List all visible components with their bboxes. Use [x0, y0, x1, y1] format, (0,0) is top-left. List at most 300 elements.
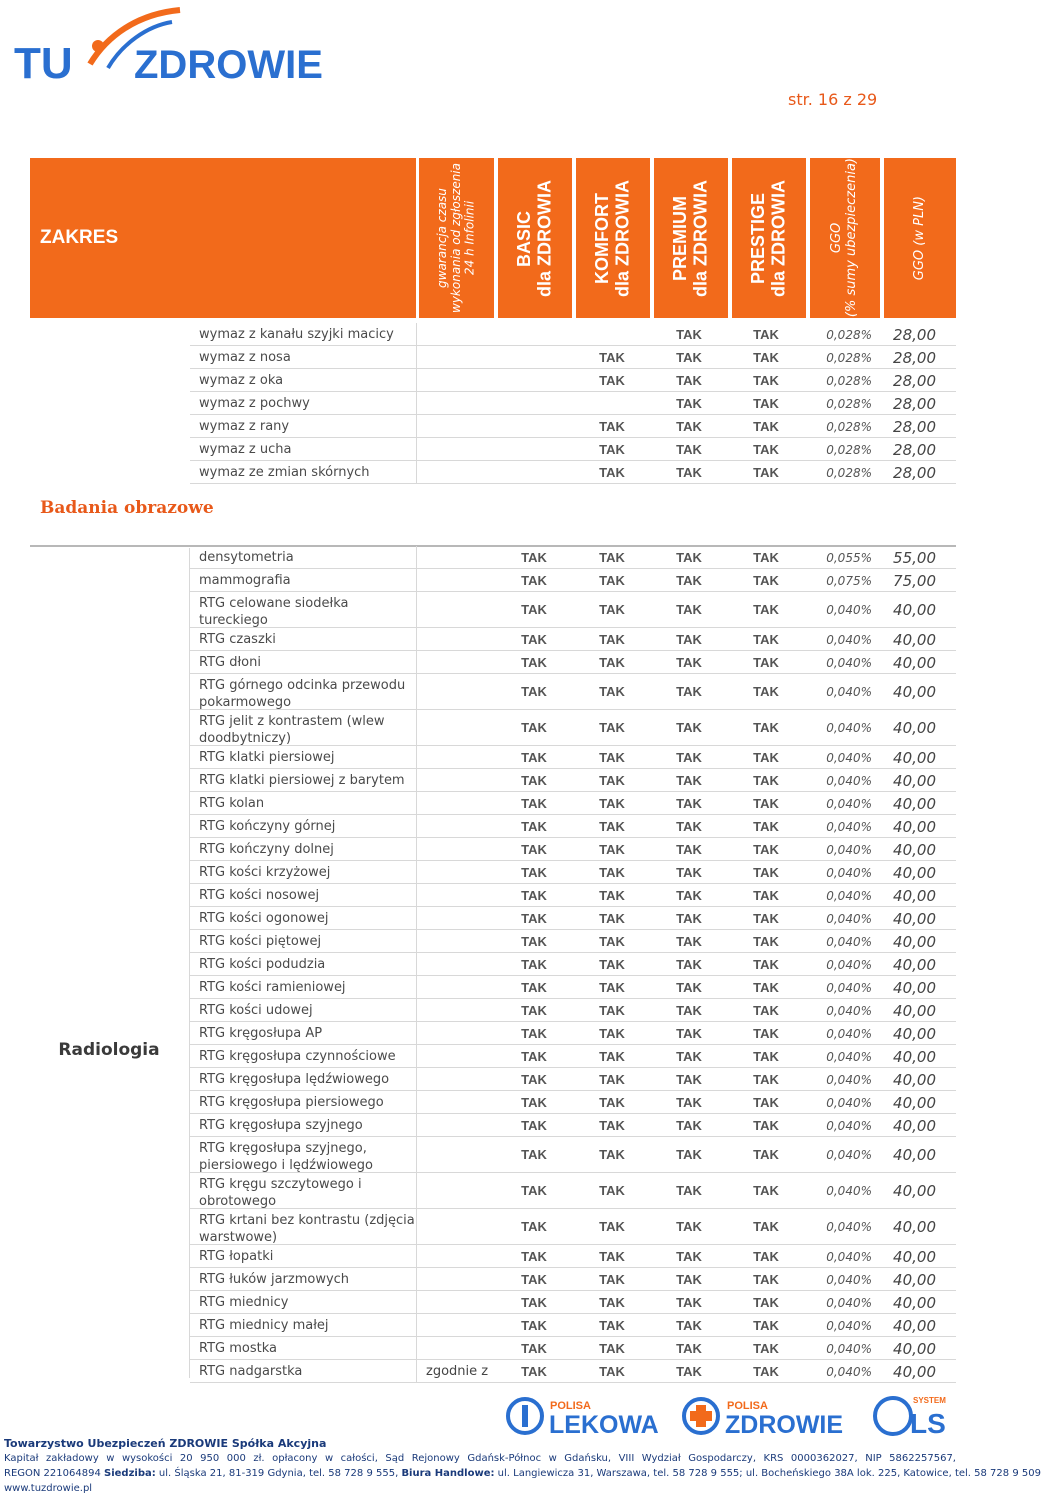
tak-premium: TAK: [676, 773, 702, 788]
tak-prestige: TAK: [753, 396, 779, 411]
tak-prestige: TAK: [753, 573, 779, 588]
tak-basic: TAK: [521, 655, 547, 670]
tak-komfort: TAK: [599, 1049, 625, 1064]
row-name: RTG krtani bez kontrastu (zdjęcia warstwowe): [199, 1213, 415, 1245]
table-row: [190, 1360, 956, 1383]
ggo-pln: 40,00: [893, 654, 936, 672]
ggo-percent: 0,040%: [826, 685, 872, 699]
ggo-percent: 0,040%: [826, 774, 872, 788]
page-number: str. 16 z 29: [788, 90, 878, 109]
tak-prestige: TAK: [753, 465, 779, 480]
ggo-pln: 40,00: [893, 1271, 936, 1289]
ggo-pln: 40,00: [893, 841, 936, 859]
ggo-pln: 40,00: [893, 910, 936, 928]
ggo-percent: 0,028%: [826, 328, 872, 342]
ggo-pln: 40,00: [893, 601, 936, 619]
tak-premium: TAK: [676, 350, 702, 365]
tak-prestige: TAK: [753, 1095, 779, 1110]
table-row: [190, 323, 956, 346]
ggo-percent: 0,040%: [826, 751, 872, 765]
tak-basic: TAK: [521, 842, 547, 857]
ggo-percent: 0,040%: [826, 1119, 872, 1133]
row-name: mammografia: [199, 573, 291, 588]
ggo-pln: 40,00: [893, 887, 936, 905]
ggo-pln: 28,00: [893, 326, 936, 344]
table-row: [190, 1068, 956, 1091]
ggo-pln: 55,00: [893, 549, 936, 567]
tak-komfort: TAK: [599, 419, 625, 434]
row-divider: [416, 1360, 417, 1382]
ggo-percent: 0,040%: [826, 1365, 872, 1379]
header-gwarancja: gwarancja czasu wykonania od zgłoszenia 24 h Infolinii: [419, 158, 494, 318]
table-row: [190, 930, 956, 953]
tak-prestige: TAK: [753, 1118, 779, 1133]
tak-basic: TAK: [521, 573, 547, 588]
footer-url[interactable]: www.tuzdrowie.pl: [4, 1483, 93, 1494]
tak-premium: TAK: [676, 465, 702, 480]
tak-komfort: TAK: [599, 442, 625, 457]
ggo-pln: 28,00: [893, 349, 936, 367]
polisa-zdrowie-logo: [684, 1399, 843, 1439]
row-name: wymaz z kanału szyjki macicy: [199, 327, 394, 342]
tak-basic: TAK: [521, 1147, 547, 1162]
ggo-percent: 0,040%: [826, 1319, 872, 1333]
tak-premium: TAK: [676, 980, 702, 995]
row-divider: [416, 884, 417, 906]
tak-basic: TAK: [521, 550, 547, 565]
row-name: RTG czaszki: [199, 632, 276, 647]
row-divider: [416, 651, 417, 673]
tak-komfort: TAK: [599, 888, 625, 903]
tak-komfort: TAK: [599, 911, 625, 926]
tak-basic: TAK: [521, 1249, 547, 1264]
tak-basic: TAK: [521, 684, 547, 699]
tak-premium: TAK: [676, 550, 702, 565]
table-row: [190, 346, 956, 369]
row-name: RTG kości krzyżowej: [199, 865, 331, 880]
row-divider: [416, 415, 417, 437]
tak-komfort: TAK: [599, 1295, 625, 1310]
section-title: Badania obrazowe: [40, 498, 214, 518]
row-divider: [416, 999, 417, 1021]
table-row: [190, 628, 956, 651]
row-divider: [416, 1068, 417, 1090]
ggo-pln: 28,00: [893, 418, 936, 436]
row-divider: [416, 1022, 417, 1044]
row-name: RTG kręgosłupa szyjnego, piersiowego i lędźwiowego: [199, 1141, 373, 1173]
tak-komfort: TAK: [599, 1118, 625, 1133]
ggo-percent: 0,040%: [826, 935, 872, 949]
tak-prestige: TAK: [753, 442, 779, 457]
tak-komfort: TAK: [599, 573, 625, 588]
tak-premium: TAK: [676, 1272, 702, 1287]
tak-basic: TAK: [521, 1295, 547, 1310]
ggo-pln: 40,00: [893, 933, 936, 951]
tak-premium: TAK: [676, 865, 702, 880]
tak-prestige: TAK: [753, 684, 779, 699]
ggo-pln: 40,00: [893, 1025, 936, 1043]
tak-basic: TAK: [521, 796, 547, 811]
tak-prestige: TAK: [753, 1147, 779, 1162]
tak-prestige: TAK: [753, 1072, 779, 1087]
tak-komfort: TAK: [599, 796, 625, 811]
tak-premium: TAK: [676, 1318, 702, 1333]
tak-basic: TAK: [521, 1118, 547, 1133]
tak-komfort: TAK: [599, 773, 625, 788]
tak-premium: TAK: [676, 442, 702, 457]
svg-text:LS: LS: [910, 1408, 946, 1439]
tak-komfort: TAK: [599, 350, 625, 365]
tak-prestige: TAK: [753, 1318, 779, 1333]
row-divider: [416, 1091, 417, 1113]
row-name: RTG łopatki: [199, 1249, 274, 1264]
tak-premium: TAK: [676, 684, 702, 699]
ggo-pln: 40,00: [893, 1248, 936, 1266]
footer-company: Towarzystwo Ubezpieczeń ZDROWIE Spółka Akcyjna: [4, 1437, 327, 1450]
tak-basic: TAK: [521, 602, 547, 617]
row-name: RTG górnego odcinka przewodu pokarmowego: [199, 678, 406, 710]
table-row: [190, 999, 956, 1022]
tak-komfort: TAK: [599, 632, 625, 647]
row-divider: [416, 1114, 417, 1136]
row-name: RTG klatki piersiowej: [199, 750, 335, 765]
ggo-percent: 0,028%: [826, 397, 872, 411]
ggo-percent: 0,040%: [826, 1148, 872, 1162]
tak-komfort: TAK: [599, 550, 625, 565]
tak-prestige: TAK: [753, 1219, 779, 1234]
row-divider: [416, 674, 417, 709]
tak-komfort: TAK: [599, 1249, 625, 1264]
tak-prestige: TAK: [753, 632, 779, 647]
tak-prestige: TAK: [753, 980, 779, 995]
tak-prestige: TAK: [753, 1003, 779, 1018]
ggo-pln: 40,00: [893, 1218, 936, 1236]
ggo-percent: 0,040%: [826, 1004, 872, 1018]
tak-komfort: TAK: [599, 1318, 625, 1333]
ggo-pln: 40,00: [893, 1002, 936, 1020]
tak-komfort: TAK: [599, 1183, 625, 1198]
table-row: [190, 651, 956, 674]
table-row: [190, 1314, 956, 1337]
table-row: [190, 1022, 956, 1045]
ggo-percent: 0,040%: [826, 1027, 872, 1041]
tak-prestige: TAK: [753, 655, 779, 670]
tak-prestige: TAK: [753, 1364, 779, 1379]
tak-premium: TAK: [676, 373, 702, 388]
ggo-pln: 28,00: [893, 372, 936, 390]
ggo-percent: 0,028%: [826, 420, 872, 434]
tak-basic: TAK: [521, 1183, 547, 1198]
row-divider: [416, 1209, 417, 1244]
row-name: RTG nadgarstka: [199, 1364, 303, 1379]
tak-premium: TAK: [676, 327, 702, 342]
tak-prestige: TAK: [753, 1295, 779, 1310]
ggo-pln: 28,00: [893, 464, 936, 482]
table-row: [190, 569, 956, 592]
tak-basic: TAK: [521, 720, 547, 735]
row-name: RTG kości udowej: [199, 1003, 313, 1018]
table-row: [190, 461, 956, 484]
row-divider: [416, 569, 417, 591]
footer-line-2: REGON 221064894 Siedziba: ul. Śląska 21, 81-319 Gdynia, tel. 58 728 9 555, Biura Handlowe: ul. Langiewicza 31, Warszawa, tel. 58 728 9 555; ul. Bocheńskiego 38A lok. 225, Katowice, tel. 58 728 9 509: [4, 1468, 1041, 1479]
table-row: [190, 1245, 956, 1268]
row-name: RTG kości ogonowej: [199, 911, 329, 926]
header-ggo-pln: GGO (w PLN): [884, 158, 956, 318]
footer-logos: [505, 1393, 955, 1439]
table-row: [190, 1337, 956, 1360]
table-row: [190, 710, 956, 746]
header-premium: PREMIUM dla ZDROWIA: [654, 158, 728, 318]
tak-prestige: TAK: [753, 1272, 779, 1287]
table-row: [190, 438, 956, 461]
tak-prestige: TAK: [753, 773, 779, 788]
ggo-percent: 0,040%: [826, 1250, 872, 1264]
tak-prestige: TAK: [753, 1026, 779, 1041]
tak-premium: TAK: [676, 1072, 702, 1087]
table-row: [190, 392, 956, 415]
row-divider: [416, 438, 417, 460]
tak-prestige: TAK: [753, 550, 779, 565]
ggo-pln: 40,00: [893, 1294, 936, 1312]
table-row: [190, 546, 956, 569]
tak-premium: TAK: [676, 934, 702, 949]
tak-premium: TAK: [676, 957, 702, 972]
row-name: RTG jelit z kontrastem (wlew doodbytniczy): [199, 714, 385, 746]
gwarancja-text: zgodnie z: [426, 1364, 489, 1379]
tak-basic: TAK: [521, 1095, 547, 1110]
ggo-pln: 40,00: [893, 795, 936, 813]
tak-komfort: TAK: [599, 1095, 625, 1110]
ggo-percent: 0,028%: [826, 374, 872, 388]
ggo-pln: 40,00: [893, 956, 936, 974]
ggo-percent: 0,040%: [826, 1342, 872, 1356]
tak-komfort: TAK: [599, 934, 625, 949]
tak-basic: TAK: [521, 750, 547, 765]
ggo-pln: 40,00: [893, 772, 936, 790]
row-name: RTG kości nosowej: [199, 888, 320, 903]
row-divider: [416, 1245, 417, 1267]
svg-text:POLISA: POLISA: [727, 1400, 768, 1412]
row-name: RTG kolan: [199, 796, 265, 811]
tak-premium: TAK: [676, 1183, 702, 1198]
row-name: RTG kości podudzia: [199, 957, 326, 972]
tak-prestige: TAK: [753, 865, 779, 880]
tak-basic: TAK: [521, 1318, 547, 1333]
row-divider: [416, 1173, 417, 1208]
table-row: [190, 861, 956, 884]
tak-komfort: TAK: [599, 1026, 625, 1041]
ggo-pln: 40,00: [893, 1317, 936, 1335]
tak-premium: TAK: [676, 1095, 702, 1110]
table-row: [190, 815, 956, 838]
polisa-lekowa-logo: [508, 1399, 659, 1439]
ggo-percent: 0,055%: [826, 551, 872, 565]
tak-komfort: TAK: [599, 819, 625, 834]
ggo-pln: 40,00: [893, 818, 936, 836]
tak-prestige: TAK: [753, 350, 779, 365]
row-divider: [416, 1137, 417, 1172]
row-divider: [416, 930, 417, 952]
table-row: [190, 769, 956, 792]
row-divider: [416, 838, 417, 860]
ggo-pln: 40,00: [893, 1146, 936, 1164]
tak-basic: TAK: [521, 1026, 547, 1041]
row-name: RTG klatki piersiowej z barytem: [199, 773, 405, 788]
tak-basic: TAK: [521, 1272, 547, 1287]
tak-prestige: TAK: [753, 957, 779, 972]
tak-komfort: TAK: [599, 842, 625, 857]
table-row: [190, 415, 956, 438]
row-name: RTG kręgosłupa czynnościowe: [199, 1049, 396, 1064]
row-name: RTG kręgu szczytowego i obrotowego: [199, 1177, 362, 1209]
tak-prestige: TAK: [753, 888, 779, 903]
tak-basic: TAK: [521, 1364, 547, 1379]
row-name: RTG kręgosłupa lędźwiowego: [199, 1072, 390, 1087]
table-row: [190, 976, 956, 999]
ggo-pln: 28,00: [893, 441, 936, 459]
table-row: [190, 1173, 956, 1209]
tak-komfort: TAK: [599, 465, 625, 480]
ggo-percent: 0,040%: [826, 1220, 872, 1234]
row-divider: [416, 746, 417, 768]
ggo-pln: 40,00: [893, 1363, 936, 1381]
ggo-percent: 0,040%: [826, 912, 872, 926]
ggo-pln: 40,00: [893, 1071, 936, 1089]
tak-basic: TAK: [521, 1341, 547, 1356]
row-divider: [416, 710, 417, 745]
ggo-pln: 40,00: [893, 749, 936, 767]
ggo-pln: 40,00: [893, 683, 936, 701]
tak-basic: TAK: [521, 632, 547, 647]
ggo-percent: 0,040%: [826, 843, 872, 857]
header-ggo-percent: GGO (% sumy ubezpieczenia): [810, 158, 880, 318]
tak-basic: TAK: [521, 911, 547, 926]
table-row: [190, 1268, 956, 1291]
table-row: [190, 674, 956, 710]
header-prestige: PRESTIGE dla ZDROWIA: [732, 158, 806, 318]
row-name: densytometria: [199, 550, 294, 565]
svg-text:ZDROWIE: ZDROWIE: [134, 43, 323, 87]
ggo-percent: 0,040%: [826, 656, 872, 670]
system-ls-logo: [875, 1396, 946, 1439]
tak-basic: TAK: [521, 1049, 547, 1064]
tak-basic: TAK: [521, 1219, 547, 1234]
ggo-percent: 0,040%: [826, 866, 872, 880]
row-divider: [416, 592, 417, 627]
tak-komfort: TAK: [599, 1219, 625, 1234]
table-row: [190, 907, 956, 930]
ggo-percent: 0,040%: [826, 721, 872, 735]
tak-premium: TAK: [676, 419, 702, 434]
ggo-percent: 0,040%: [826, 981, 872, 995]
tak-premium: TAK: [676, 602, 702, 617]
row-divider: [416, 1314, 417, 1336]
tak-prestige: TAK: [753, 911, 779, 926]
ggo-percent: 0,040%: [826, 1273, 872, 1287]
tak-premium: TAK: [676, 1049, 702, 1064]
table-row: [190, 369, 956, 392]
tak-premium: TAK: [676, 1364, 702, 1379]
row-divider: [416, 1045, 417, 1067]
row-divider: [416, 861, 417, 883]
ggo-pln: 40,00: [893, 979, 936, 997]
tak-premium: TAK: [676, 1003, 702, 1018]
table-row: [190, 1091, 956, 1114]
tak-premium: TAK: [676, 888, 702, 903]
row-name: RTG kończyny dolnej: [199, 842, 334, 857]
tak-basic: TAK: [521, 773, 547, 788]
tu-zdrowie-logo: [12, 6, 352, 94]
footer: [4, 1436, 1041, 1496]
ggo-pln: 40,00: [893, 1094, 936, 1112]
svg-text:LEKOWA: LEKOWA: [549, 1411, 659, 1439]
tak-prestige: TAK: [753, 419, 779, 434]
ggo-percent: 0,040%: [826, 820, 872, 834]
row-divider: [416, 392, 417, 414]
tak-basic: TAK: [521, 934, 547, 949]
tak-premium: TAK: [676, 1026, 702, 1041]
row-divider: [416, 346, 417, 368]
tak-prestige: TAK: [753, 327, 779, 342]
tak-komfort: TAK: [599, 602, 625, 617]
tak-premium: TAK: [676, 911, 702, 926]
table-row: [190, 792, 956, 815]
tak-premium: TAK: [676, 750, 702, 765]
tak-prestige: TAK: [753, 842, 779, 857]
tak-premium: TAK: [676, 1118, 702, 1133]
table-row: [190, 1045, 956, 1068]
row-divider: [416, 1291, 417, 1313]
tak-premium: TAK: [676, 819, 702, 834]
table-row: [190, 838, 956, 861]
tak-komfort: TAK: [599, 720, 625, 735]
row-divider: [416, 323, 417, 345]
tak-komfort: TAK: [599, 865, 625, 880]
tak-premium: TAK: [676, 1295, 702, 1310]
tak-prestige: TAK: [753, 750, 779, 765]
tak-premium: TAK: [676, 796, 702, 811]
table-row: [190, 1137, 956, 1173]
row-divider: [416, 1268, 417, 1290]
row-name: wymaz ze zmian skórnych: [199, 465, 370, 480]
ggo-percent: 0,028%: [826, 466, 872, 480]
tak-basic: TAK: [521, 819, 547, 834]
table-row: [190, 746, 956, 769]
ggo-pln: 40,00: [893, 631, 936, 649]
tak-komfort: TAK: [599, 1003, 625, 1018]
ggo-percent: 0,040%: [826, 889, 872, 903]
tak-komfort: TAK: [599, 750, 625, 765]
row-name: RTG celowane siodełka tureckiego: [199, 596, 349, 628]
ggo-pln: 28,00: [893, 395, 936, 413]
tak-prestige: TAK: [753, 373, 779, 388]
ggo-percent: 0,040%: [826, 1096, 872, 1110]
tak-komfort: TAK: [599, 373, 625, 388]
row-name: wymaz z nosa: [199, 350, 291, 365]
tak-prestige: TAK: [753, 934, 779, 949]
tak-prestige: TAK: [753, 819, 779, 834]
tak-prestige: TAK: [753, 1049, 779, 1064]
ggo-percent: 0,028%: [826, 351, 872, 365]
tak-premium: TAK: [676, 1219, 702, 1234]
row-name: RTG kręgosłupa AP: [199, 1026, 323, 1041]
tak-premium: TAK: [676, 1249, 702, 1264]
table-row: [190, 884, 956, 907]
tak-komfort: TAK: [599, 1341, 625, 1356]
row-name: RTG kości ramieniowej: [199, 980, 346, 995]
row-name: RTG kręgosłupa szyjnego: [199, 1118, 363, 1133]
row-divider: [416, 769, 417, 791]
